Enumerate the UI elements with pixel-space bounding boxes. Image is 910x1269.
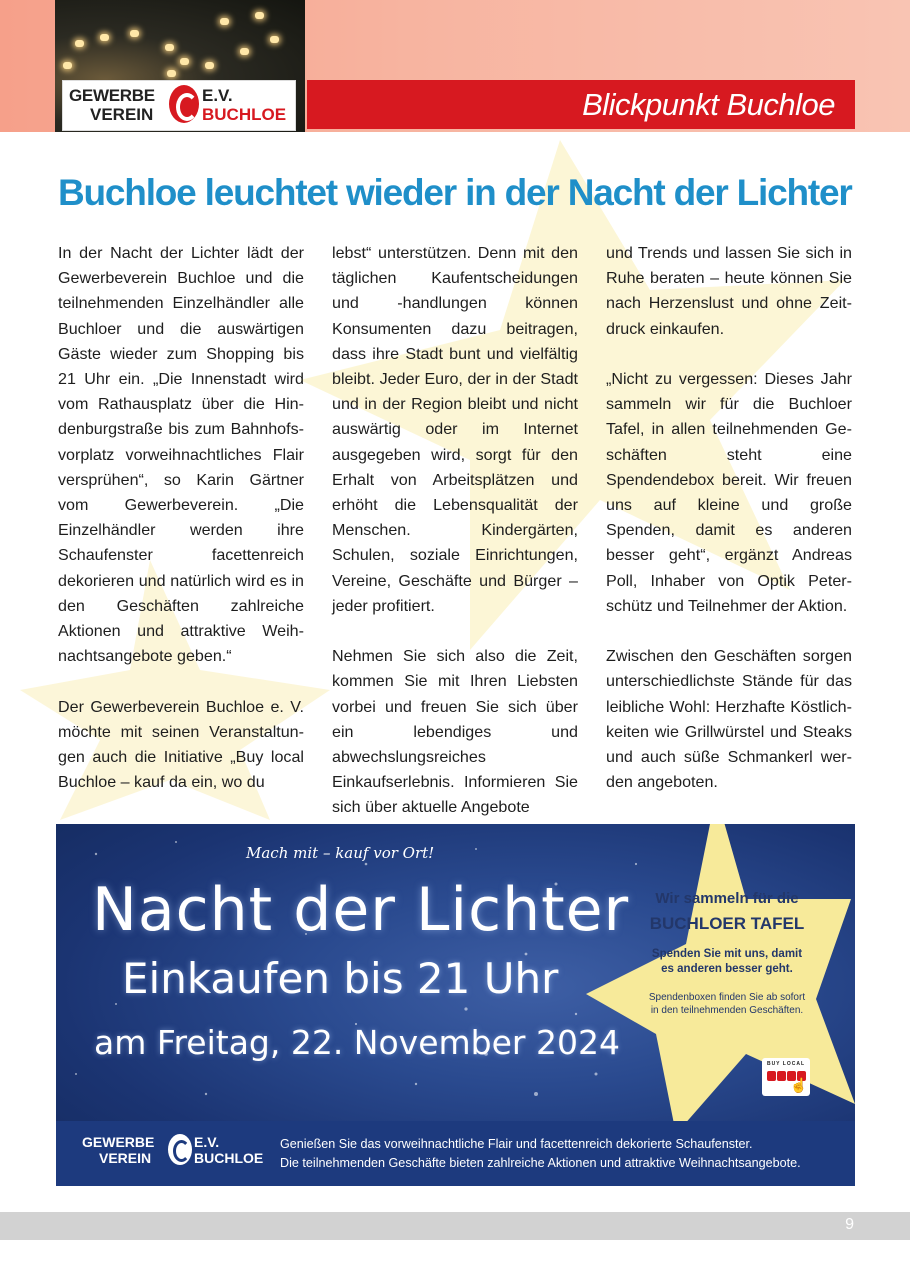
buy-local-bag-icon — [767, 1071, 776, 1081]
logo-text-gewerbe: GEWERBE — [69, 86, 155, 105]
tafel-intro: Wir sammeln für die — [655, 890, 799, 907]
logo-text-verein: VEREIN — [90, 105, 154, 124]
tafel-appeal-line: Spenden Sie mit uns, damit — [651, 948, 803, 960]
tafel-name: BUCHLOER TAFEL — [649, 914, 805, 933]
event-advertisement — [56, 824, 855, 1186]
paragraph: Nehmen Sie sich also die Zeit, kommen Sie mit Ihren Liebsten vorbei und freuen Sie sich über ein lebendiges und abwechslungsreiches Einkaufserlebnis. Informieren Sie sich über aktuelle Angebote — [332, 647, 578, 817]
paragraph: „Nicht zu vergessen: Dieses Jahr sammeln wir für die Buchloer Tafel, in allen teilnehmenden Geschäften steht eine Spendendebox bereit. Wir freuen uns auf kleine und große Spenden, damit es anderen besser geht“, ergänzt Andreas Poll, Inhaber von Optik Peterschütz und Teilnehmer der Aktion. — [606, 370, 852, 615]
lantern-light — [240, 48, 249, 55]
article-column-3 — [606, 241, 852, 821]
ad-title: Nacht der Lichter — [92, 875, 630, 945]
tafel-info — [617, 991, 837, 1017]
buy-local-bag-icon — [777, 1071, 786, 1081]
section-title: Blickpunkt Buchloe — [582, 87, 835, 122]
article-headline: Buchloe leuchtet wieder in der Nacht der Lichter — [58, 172, 852, 213]
ad-date: am Freitag, 22. November 2024 — [94, 1023, 620, 1062]
ad-footer-line: Genießen Sie das vorweihnachtliche Flair und facettenreich dekorierte Schaufenster. — [280, 1137, 753, 1151]
ad-footer-line: Die teilnehmenden Geschäfte bieten zahlreiche Aktionen und attraktive Weihnachtsangebote. — [280, 1156, 801, 1170]
tafel-appeal-line: es anderen besser geht. — [661, 963, 793, 975]
ad-footer-logo — [82, 1134, 262, 1174]
logo-text-ev: E.V. — [202, 86, 233, 105]
paragraph: lebst“ unterstützen. Denn mit den täglichen Kaufentscheidungen und -handlungen können Konsumenten dazu beitragen, dass ihre Stadt bunt und vielfältig bleibt. Jeder Euro, der in der Stadt und in der Region bleibt und nicht auswärtig oder im Internet ausgegeben wird, sorgt für den Erhalt von Arbeitsplätzen und erhöht die Lebensqualität der Menschen. Kindergärten, Schulen, soziale Einrichtungen, Vereine, Geschäfte und Bürger – jeder profitiert. — [332, 244, 578, 615]
ad-footer-text — [280, 1135, 801, 1173]
lantern-light — [63, 62, 72, 69]
lantern-light — [100, 34, 109, 41]
ad-footer — [56, 1121, 855, 1186]
tafel-info-line: Spendenboxen finden Sie ab sofort — [648, 992, 806, 1003]
paragraph: Zwischen den Geschäften sorgen unterschiedlichste Stände für das leibliche Wohl: Herzhafte Köstlichkeiten wie Grillwürstel und Steaks und auch süße Schmankerl werden angeboten. — [606, 647, 852, 792]
lantern-light — [255, 12, 264, 19]
logo-text-gewerbe: GEWERBE — [82, 1134, 155, 1150]
lantern-light — [270, 36, 279, 43]
logo-text-buchloe: BUCHLOE — [194, 1150, 264, 1166]
lantern-light — [220, 18, 229, 25]
logo-text-ev: E.V. — [194, 1134, 220, 1150]
buy-local-label: BUY LOCAL — [766, 1061, 806, 1067]
page-footer — [0, 1212, 910, 1240]
paragraph: und Trends und lassen Sie sich in Ruhe beraten – heute können Sie nach Herzenslust und ohne Zeitdruck einkaufen. — [606, 244, 852, 338]
lantern-light — [130, 30, 139, 37]
logo-text-verein: VEREIN — [99, 1150, 152, 1166]
ad-star-shape — [586, 824, 855, 1134]
tafel-info-line: in den teilnehmenden Geschäften. — [650, 1005, 804, 1016]
logo-g-icon — [168, 1134, 192, 1165]
lantern-light — [167, 70, 176, 77]
lantern-light — [75, 40, 84, 47]
ad-subtitle: Einkaufen bis 21 Uhr — [122, 954, 559, 1003]
page-number: 9 — [845, 1216, 854, 1233]
ad-slogan: Mach mit – kauf vor Ort! — [246, 844, 435, 862]
lantern-light — [165, 44, 174, 51]
paragraph: Der Gewerbeverein Buchloe e. V. möchte mit seinen Veranstaltungen auch die Initiative „Buy local Buchloe – kauf da ein, wo du — [58, 697, 304, 792]
logo-g-icon — [169, 85, 199, 123]
article-column-1 — [58, 241, 304, 821]
tafel-appeal — [617, 947, 837, 977]
lantern-light — [205, 62, 214, 69]
paragraph: In der Nacht der Lichter lädt der Gewerbeverein Buchloe und die teilnehmenden Einzelhändler alle Buchloer und die auswärtigen Gäste wieder zum Shopping bis 21 Uhr ein. „Die Innenstadt wird vom Rathausplatz über die Hindenburgstraße bis zum Bahnhofsvorplatz vorweihnachtliches Flair versprühen“, so Karin Gärtner vom Gewerbeverein. „Die Einzelhändler werden ihre Schaufenster facettenreich dekorieren und natürlich wird es in den Geschäften zahlreiche Aktionen und attraktive Weihnachtsangebote geben.“ — [58, 244, 304, 666]
pointer-hand-icon: ☝ — [790, 1077, 808, 1093]
gewerbeverein-logo — [62, 80, 296, 131]
section-band — [307, 80, 855, 129]
article-column-2 — [332, 241, 578, 846]
lantern-light — [180, 58, 189, 65]
logo-text-buchloe: BUCHLOE — [202, 105, 287, 124]
buy-local-logo — [762, 1058, 810, 1096]
